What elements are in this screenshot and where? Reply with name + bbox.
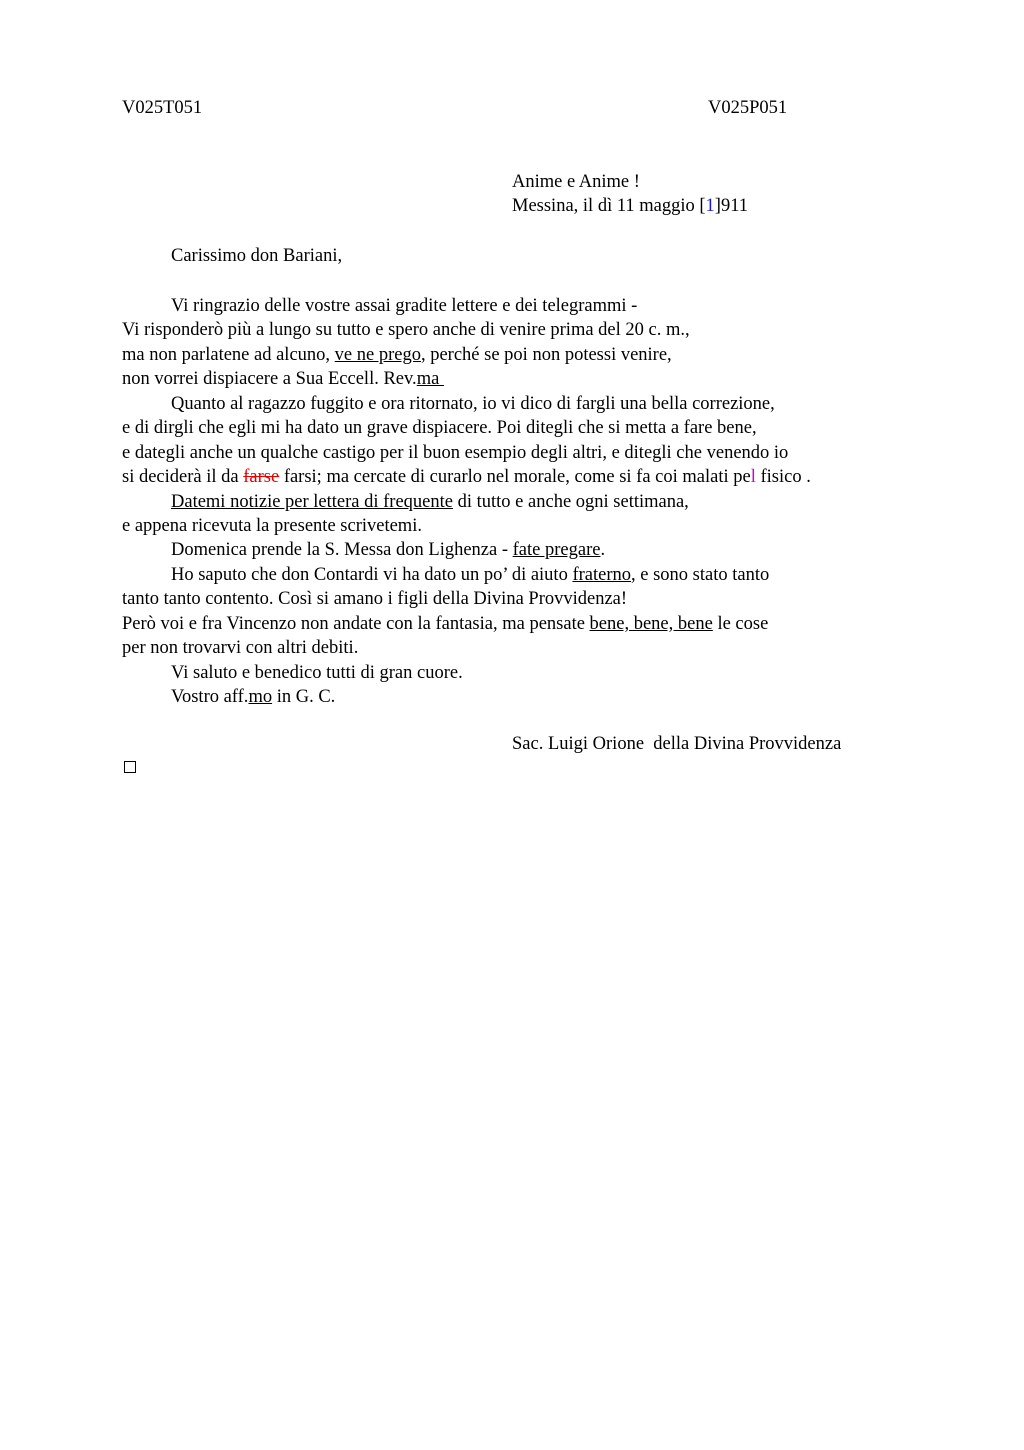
document-code-left: V025T051 bbox=[122, 98, 203, 118]
body-line: Vostro aff.mo in G. C. bbox=[171, 687, 336, 707]
inserted-letter: l bbox=[750, 467, 756, 487]
body-line: Vi saluto e benedico tutti di gran cuore. bbox=[171, 663, 463, 683]
struck-word: farse bbox=[243, 467, 280, 487]
body-line: tanto tanto contento. Così si amano i figli della Divina Provvidenza! bbox=[122, 589, 628, 609]
body-line: non vorrei dispiacere a Sua Eccell. Rev.ma bbox=[122, 369, 444, 389]
salutation: Carissimo don Bariani, bbox=[171, 246, 343, 266]
body-line: ma non parlatene ad alcuno, ve ne prego, perché se poi non potessi venire, bbox=[122, 345, 672, 365]
document-code-right: V025P051 bbox=[708, 98, 788, 118]
checkbox-square-icon bbox=[124, 761, 136, 773]
body-line: e di dirgli che egli mi ha dato un grave dispiacere. Poi ditegli che si metta a fare bene, bbox=[122, 418, 757, 438]
body-line: Domenica prende la S. Messa don Lighenza - fate pregare. bbox=[171, 540, 606, 560]
body-line: Ho saputo che don Contardi vi ha dato un po’ di aiuto fraterno, e sono stato tanto bbox=[171, 565, 770, 585]
motto: Anime e Anime ! bbox=[512, 172, 640, 192]
date-line: Messina, il dì 11 maggio [1]911 bbox=[512, 196, 749, 216]
body-line: e appena ricevuta la presente scrivetemi. bbox=[122, 516, 422, 536]
body-line: Vi ringrazio delle vostre assai gradite lettere e dei telegrammi - bbox=[171, 296, 638, 316]
body-line: per non trovarvi con altri debiti. bbox=[122, 638, 359, 658]
body-line: Quanto al ragazzo fuggito e ora ritornato, io vi dico di fargli una bella correzione, bbox=[171, 394, 775, 414]
body-line: si deciderà il da farse farsi; ma cercate di curarlo nel morale, come si fa coi malati pel fisico . bbox=[122, 467, 811, 487]
body-line: e dategli anche un qualche castigo per il buon esempio degli altri, e ditegli che venendo io bbox=[122, 443, 789, 463]
body-line: Vi risponderò più a lungo su tutto e spero anche di venire prima del 20 c. m., bbox=[122, 320, 690, 340]
signature: Sac. Luigi Orione della Divina Provvidenza bbox=[512, 734, 842, 754]
body-line: Però voi e fra Vincenzo non andate con la fantasia, ma pensate bene, bene, bene le cose bbox=[122, 614, 769, 634]
body-line: Datemi notizie per lettera di frequente di tutto e anche ogni settimana, bbox=[171, 492, 689, 512]
bracket-digit: 1 bbox=[705, 196, 715, 216]
